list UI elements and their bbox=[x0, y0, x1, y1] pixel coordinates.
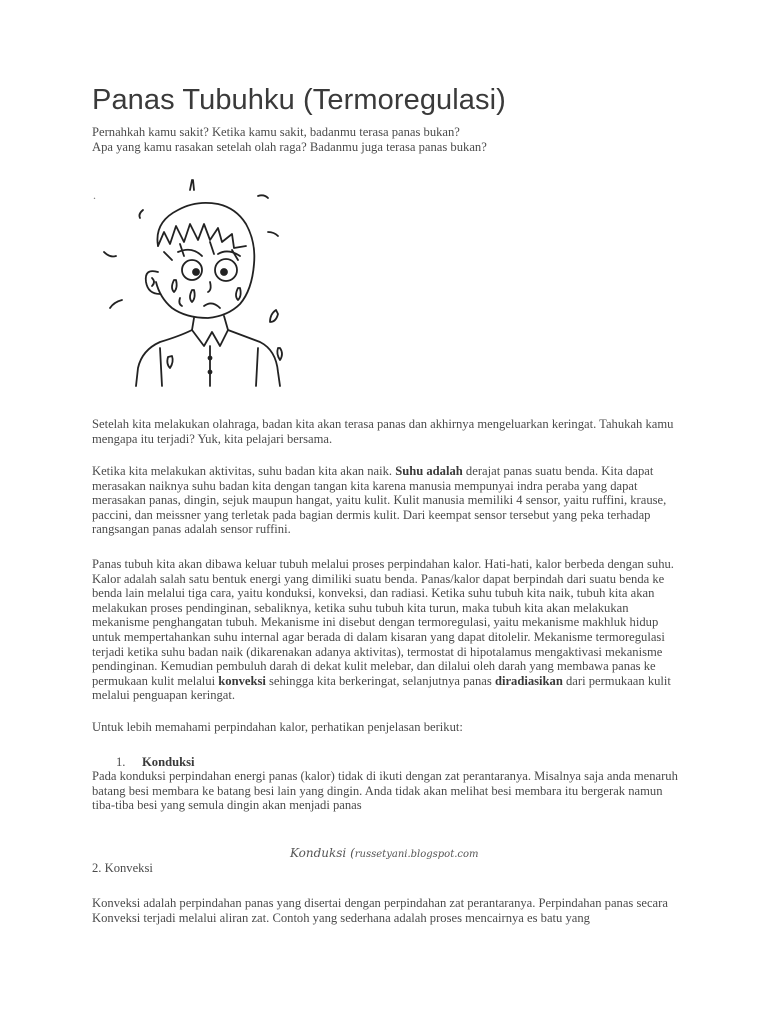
paragraph-6: Konveksi adalah perpindahan panas yang disertai dengan perpindahan zat perantaranya. Perpindahan panas secara Konveksi terjadi melalui aliran zat. Contoh yang sederhana adalah proses mencairnya es batu yang bbox=[92, 896, 668, 925]
paragraph-2-bold: Suhu adalah bbox=[395, 464, 463, 478]
intro-line-2: Apa yang kamu rasakan setelah olah raga? Badanmu juga terasa panas bukan? bbox=[92, 139, 487, 154]
stray-dot: . bbox=[93, 188, 96, 202]
paragraph-2-part-2: derajat panas suatu benda. Kita dapat merasakan naiknya suhu badan kita dengan tangan kita karena manusia mempunyai indra peraba yang dapat merasakan panas, dingin, sejuk maupun hangat, yaitu kulit. Kulit manusia memiliki 4 sensor, yaitu ruffini, krause, paccini, dan meissner yang terletak pada bagian dermis kulit. Dari keempat sensor tersebut yang peka terhadap rangsangan panas adalah sensor ruffini. bbox=[92, 464, 667, 537]
paragraph-5: Pada konduksi perpindahan energi panas (kalor) tidak di ikuti dengan zat perantaranya. Misalnya saja anda menaruh batang besi membara ke batang besi lain yang dingin. Anda tidak akan melihat besi membara itu bergerak namun tiba-tiba besi yang semula dingin akan menjadi panas bbox=[92, 769, 678, 813]
list-item-konveksi: 2. Konveksi bbox=[92, 861, 153, 875]
paragraph-3-part-a: Panas tubuh kita akan dibawa keluar tubuh melalui proses perpindahan kalor. Hati-hati, kalor berbeda dengan suhu. Kalor adalah salah satu bentuk energi yang dimiliki suatu benda. Panas/kalor dapat berpindah dari suatu benda ke benda lain melalui tiga cara, yaitu konduksi, konveksi, dan radiasi. Ketika suhu tubuh kita naik, tubuh kita akan melakukan proses pendinginan, sebaliknya, ketika suhu tubuh kita turun, maka tubuh kita akan melakukan mekanisme penghangatan tubuh. Mekanisme ini disebut dengan termoregulasi, yaitu mekanisme makhluk hidup untuk mempertahankan suhu internal agar berada di dalam kisaran yang dapat ditolelir. Mekanisme termoregulasi terjadi ketika suhu badan naik (dikarenakan adanya aktivitas), termostat di hipotalamus mengaktivasi mekanisme pendinginan. Kemudian pembuluh darah di dekat kulit melebar, dan dilalui oleh darah yang membawa panas ke permukaan kulit melalui bbox=[92, 557, 674, 688]
caption-source: russetyani.blogspot.com bbox=[354, 849, 479, 860]
sweating-boy-illustration bbox=[100, 172, 300, 388]
page-title: Panas Tubuhku (Termoregulasi) bbox=[92, 84, 506, 116]
paragraph-4: Untuk lebih memahami perpindahan kalor, perhatikan penjelasan berikut: bbox=[92, 720, 463, 734]
figure-caption bbox=[290, 846, 479, 860]
paragraph-1: Setelah kita melakukan olahraga, badan kita akan terasa panas dan akhirnya mengeluarkan keringat. Tahukah kamu mengapa itu terjadi? Yuk, kita pelajari bersama. bbox=[92, 417, 674, 446]
list-item-number: 1. bbox=[116, 755, 126, 769]
intro-line-1: Pernahkah kamu sakit? Ketika kamu sakit, badanmu terasa panas bukan? bbox=[92, 125, 460, 139]
paragraph-3-part-e: dari permukaan kulit melalui penguapan keringat. bbox=[92, 673, 671, 703]
paragraph-3-part-c: sehingga kita berkeringat, selanjutnya panas bbox=[265, 673, 495, 688]
paragraph-3-bold-diradiasikan: diradiasikan bbox=[494, 673, 563, 688]
paragraph-3 bbox=[92, 557, 682, 703]
list-item-konduksi bbox=[92, 755, 682, 770]
caption-main: Konduksi ( bbox=[290, 846, 355, 860]
list-item-label: Konduksi bbox=[142, 755, 195, 769]
paragraph-2-part-1: Ketika kita melakukan aktivitas, suhu badan kita akan naik. bbox=[92, 464, 396, 478]
intro-text bbox=[92, 125, 682, 154]
paragraph-3-bold-konveksi: konveksi bbox=[218, 673, 266, 688]
paragraph-2 bbox=[92, 464, 682, 537]
